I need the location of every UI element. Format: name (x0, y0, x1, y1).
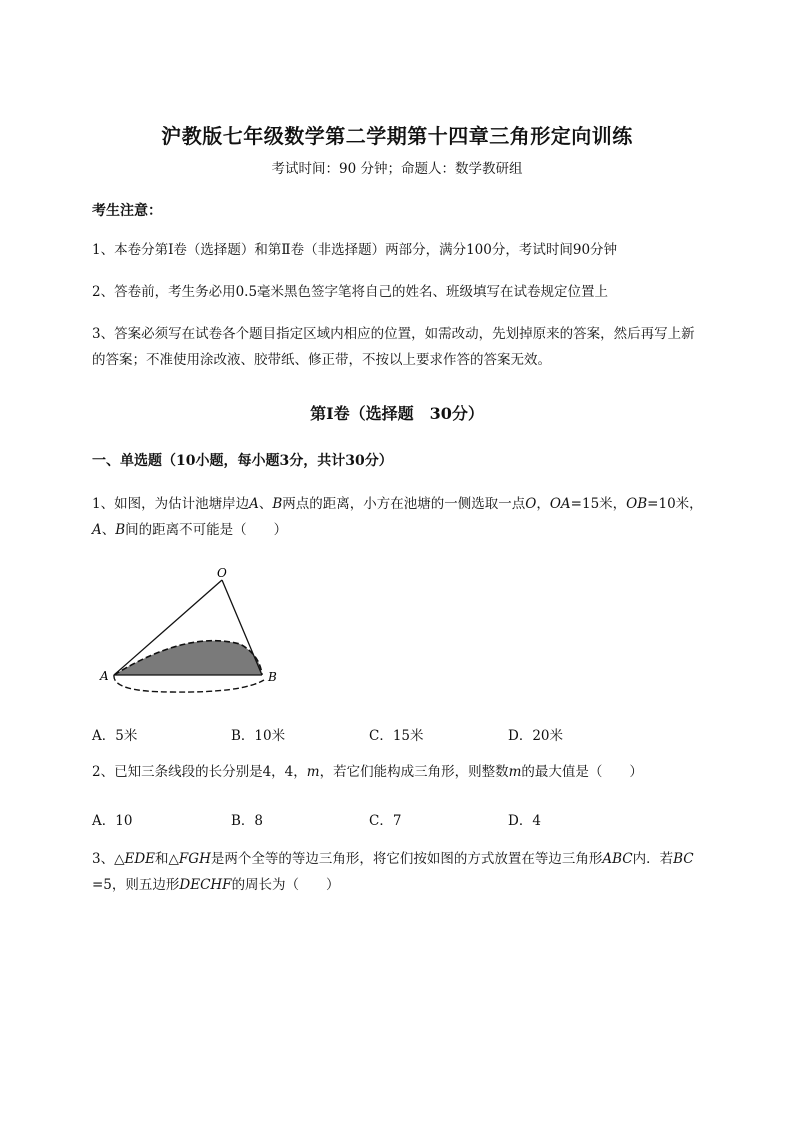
q3-var-abc: ABC (602, 851, 633, 867)
q1-option-b[interactable]: B．10米 (231, 728, 286, 744)
question-1-line-1 (92, 491, 703, 517)
q1-option-c[interactable]: C．15米 (369, 728, 424, 744)
q3-var-bc: BC (673, 851, 694, 867)
notice-item-3-cont: 的答案；不准使用涂改液、胶带纸、修正带，不按以上要求作答的答案无效。 (92, 352, 551, 368)
question-3-line-1 (92, 846, 694, 872)
q3-and: 和△ (155, 851, 179, 867)
q1-comma: ， (536, 496, 550, 512)
q2-option-b[interactable]: B．8 (231, 813, 264, 829)
q2-option-d[interactable]: D．4 (508, 813, 541, 829)
q1-text-a: 1、如图，为估计池塘岸边 (92, 496, 250, 512)
label-a: A (100, 669, 109, 683)
question-1-line-2 (92, 517, 287, 543)
q1-var-oa: OA (549, 496, 571, 512)
q1-var-b2: B (115, 522, 126, 538)
notice-heading: 考生注意： (92, 203, 162, 219)
q1-sep: 、 (258, 496, 273, 512)
q1-var-o: O (525, 496, 537, 512)
label-b: B (268, 670, 277, 684)
pond-shaded-area (114, 641, 262, 675)
q3-text-b: 是两个全等的等边三角形，将它们按如图的方式放置在等边三角形 (210, 851, 603, 867)
q1-option-d[interactable]: D．20米 (508, 728, 564, 744)
notice-item-3: 3、答案必须写在试卷各个题目指定区域内相应的位置，如需改动，先划掉原来的答案，然后再写上新 (92, 326, 695, 342)
q2-option-c[interactable]: C．7 (369, 813, 402, 829)
section-title: 第Ⅰ卷（选择题 30分） (310, 404, 484, 423)
q1-var-a: A (249, 496, 259, 512)
q1-ob-value: =10米， (647, 496, 703, 512)
q1-oa-value: =15米， (570, 496, 627, 512)
q2-var-m: m (306, 764, 320, 780)
q1-text-tail: 间的距离不可能是（ ） (125, 522, 288, 538)
q1-var-a2: A (92, 522, 102, 538)
question-3-line-2 (92, 872, 340, 898)
q2-var-m2: m (508, 764, 522, 780)
label-o: O (217, 566, 227, 580)
q3-var-dechf: DECHF (179, 877, 232, 893)
q1-var-b: B (272, 496, 283, 512)
q1-sep2: 、 (101, 522, 116, 538)
exam-info: 考试时间：90 分钟；命题人：数学教研组 (271, 161, 523, 177)
q2-text-c: 的最大值是（ ） (521, 764, 643, 780)
q2-text-a: 2、已知三条线段的长分别是4，4， (92, 764, 307, 780)
q1-option-a[interactable]: A．5米 (92, 728, 138, 744)
q1-text-b: 两点的距离，小方在池塘的一侧选取一点 (282, 496, 526, 512)
q1-var-ob: OB (626, 496, 648, 512)
q3-text-e: 的周长为（ ） (231, 877, 340, 893)
q2-text-b: ，若它们能构成三角形，则整数 (319, 764, 509, 780)
q3-text-c: 内．若 (632, 851, 674, 867)
notice-item-2: 2、答卷前，考生务必用0.5毫米黑色签字笔将自己的姓名、班级填写在试卷规定位置上 (92, 284, 609, 300)
notice-item-1: 1、本卷分第Ⅰ卷（选择题）和第Ⅱ卷（非选择题）两部分，满分100分，考试时间90分钟 (92, 242, 618, 258)
q3-var-fgh: FGH (178, 851, 211, 867)
q3-text-d: =5，则五边形 (92, 877, 180, 893)
q2-option-a[interactable]: A．10 (92, 813, 133, 829)
question-2 (92, 759, 643, 785)
page-title: 沪教版七年级数学第二学期第十四章三角形定向训练 (161, 124, 633, 148)
part-heading: 一、单选题（10小题，每小题3分，共计30分） (92, 453, 393, 469)
q3-text-a: 3、△ (92, 851, 125, 867)
pond-figure (92, 560, 292, 700)
pond-lower-dashed-edge (114, 675, 264, 692)
q3-var-ede: EDE (124, 851, 156, 867)
